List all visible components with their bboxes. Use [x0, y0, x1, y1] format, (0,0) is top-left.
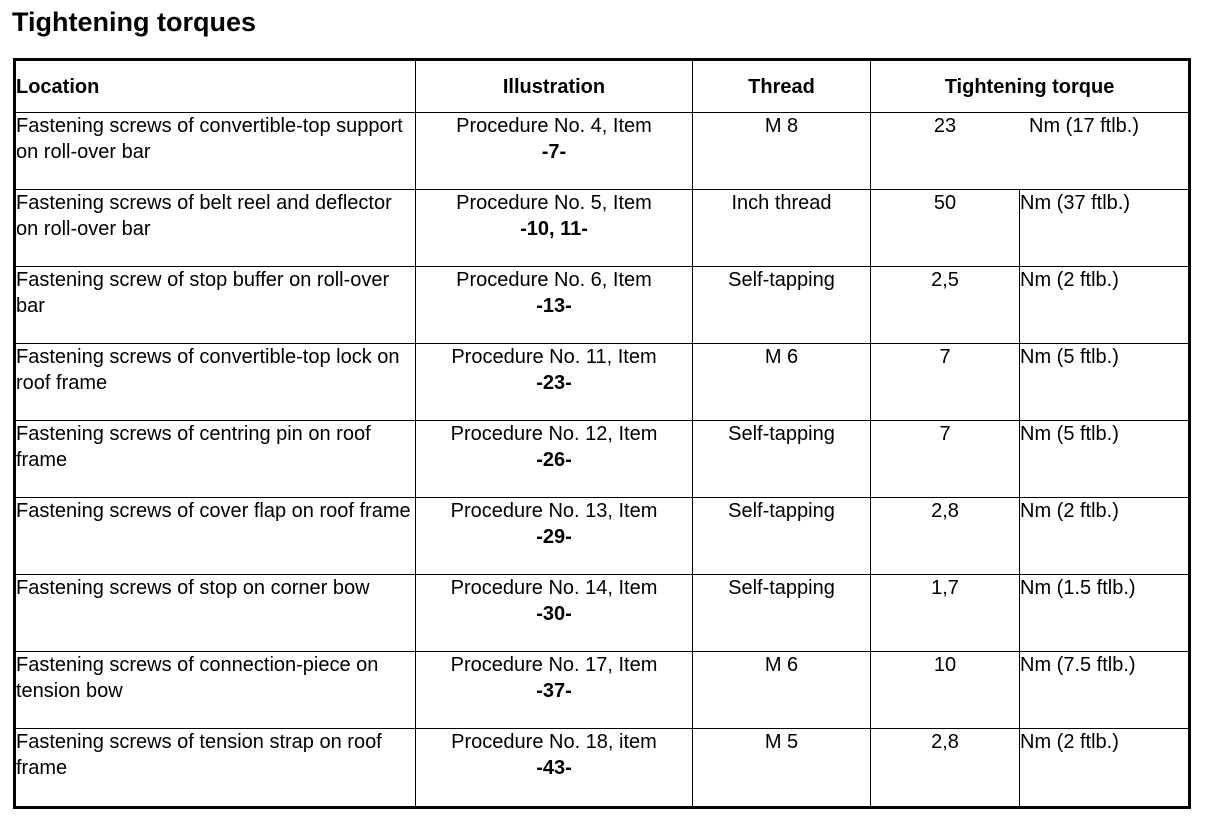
tightening-torques-table: [13, 58, 1191, 809]
table-row: [15, 498, 1190, 575]
page-title: Tightening torques: [12, 7, 256, 37]
torque-value: 1,7: [871, 575, 1020, 652]
procedure-reference: Procedure No. 12, Item: [450, 423, 658, 445]
location-cell: Fastening screws of connection-piece on tension bow: [15, 652, 416, 729]
illustration-cell: [416, 113, 693, 190]
illustration-cell: [416, 421, 693, 498]
item-number: -43-: [536, 757, 572, 779]
torque-value: 10: [871, 652, 1020, 729]
procedure-reference: Procedure No. 17, Item: [450, 654, 658, 676]
location-cell: Fastening screws of convertible-top support on roll-over bar: [15, 113, 416, 190]
procedure-reference: Procedure No. 5, Item: [456, 192, 652, 214]
location-cell: Fastening screws of stop on corner bow: [15, 575, 416, 652]
table-row: [15, 113, 1190, 190]
illustration-cell: [416, 652, 693, 729]
procedure-reference: Procedure No. 18, item: [451, 731, 657, 753]
table-row: [15, 344, 1190, 421]
illustration-cell: [416, 729, 693, 808]
header-thread: Thread: [693, 60, 871, 113]
thread-cell: Self-tapping: [693, 498, 871, 575]
torque-unit: Nm (5 ftlb.): [1020, 344, 1190, 421]
header-tightening-torque: Tightening torque: [871, 60, 1190, 113]
torque-value: 7: [871, 421, 1020, 498]
procedure-reference: Procedure No. 11, Item: [451, 346, 657, 368]
illustration-cell: [416, 267, 693, 344]
table-header-row: [15, 60, 1190, 113]
thread-cell: M 6: [693, 344, 871, 421]
torque-unit: Nm (2 ftlb.): [1020, 729, 1190, 808]
item-number: -10, 11-: [520, 218, 588, 240]
torque-value: 2,5: [871, 267, 1020, 344]
torque-value: 2,8: [871, 729, 1020, 808]
location-cell: Fastening screw of stop buffer on roll-over bar: [15, 267, 416, 344]
location-cell: Fastening screws of cover flap on roof frame: [15, 498, 416, 575]
location-cell: Fastening screws of belt reel and deflector on roll-over bar: [15, 190, 416, 267]
torque-cell: [871, 113, 1190, 190]
item-number: -26-: [536, 449, 572, 471]
header-location: Location: [15, 60, 416, 113]
illustration-cell: [416, 344, 693, 421]
item-number: -13-: [536, 295, 572, 317]
table-row: [15, 190, 1190, 267]
torque-value: 2,8: [871, 498, 1020, 575]
torque-value: 7: [871, 344, 1020, 421]
torque-unit: Nm (17 ftlb.): [1029, 115, 1140, 137]
table-row: [15, 267, 1190, 344]
procedure-reference: Procedure No. 4, Item: [456, 115, 652, 137]
thread-cell: M 8: [693, 113, 871, 190]
thread-cell: Inch thread: [693, 190, 871, 267]
location-cell: Fastening screws of convertible-top lock on roof frame: [15, 344, 416, 421]
table-row: [15, 575, 1190, 652]
thread-cell: Self-tapping: [693, 267, 871, 344]
torque-value: 23: [933, 115, 957, 137]
illustration-cell: [416, 575, 693, 652]
thread-cell: Self-tapping: [693, 575, 871, 652]
item-number: -30-: [536, 603, 572, 625]
table-body: [15, 113, 1190, 808]
thread-cell: M 6: [693, 652, 871, 729]
procedure-reference: Procedure No. 14, Item: [450, 577, 658, 599]
torque-unit: Nm (2 ftlb.): [1020, 498, 1190, 575]
torque-unit: Nm (37 ftlb.): [1020, 190, 1190, 267]
thread-cell: M 5: [693, 729, 871, 808]
illustration-cell: [416, 498, 693, 575]
torque-value: 50: [871, 190, 1020, 267]
torque-unit: Nm (1.5 ftlb.): [1020, 575, 1190, 652]
location-cell: Fastening screws of tension strap on roof frame: [15, 729, 416, 808]
thread-cell: Self-tapping: [693, 421, 871, 498]
item-number: -7-: [541, 141, 567, 163]
item-number: -29-: [536, 526, 572, 548]
table-row: [15, 421, 1190, 498]
torque-unit: Nm (2 ftlb.): [1020, 267, 1190, 344]
torque-unit: Nm (5 ftlb.): [1020, 421, 1190, 498]
illustration-cell: [416, 190, 693, 267]
location-cell: Fastening screws of centring pin on roof frame: [15, 421, 416, 498]
header-illustration: Illustration: [416, 60, 693, 113]
torque-unit: Nm (7.5 ftlb.): [1020, 652, 1190, 729]
procedure-reference: Procedure No. 6, Item: [456, 269, 652, 291]
table-row: [15, 652, 1190, 729]
item-number: -23-: [536, 372, 572, 394]
item-number: -37-: [536, 680, 572, 702]
table-row: [15, 729, 1190, 808]
procedure-reference: Procedure No. 13, Item: [450, 500, 658, 522]
